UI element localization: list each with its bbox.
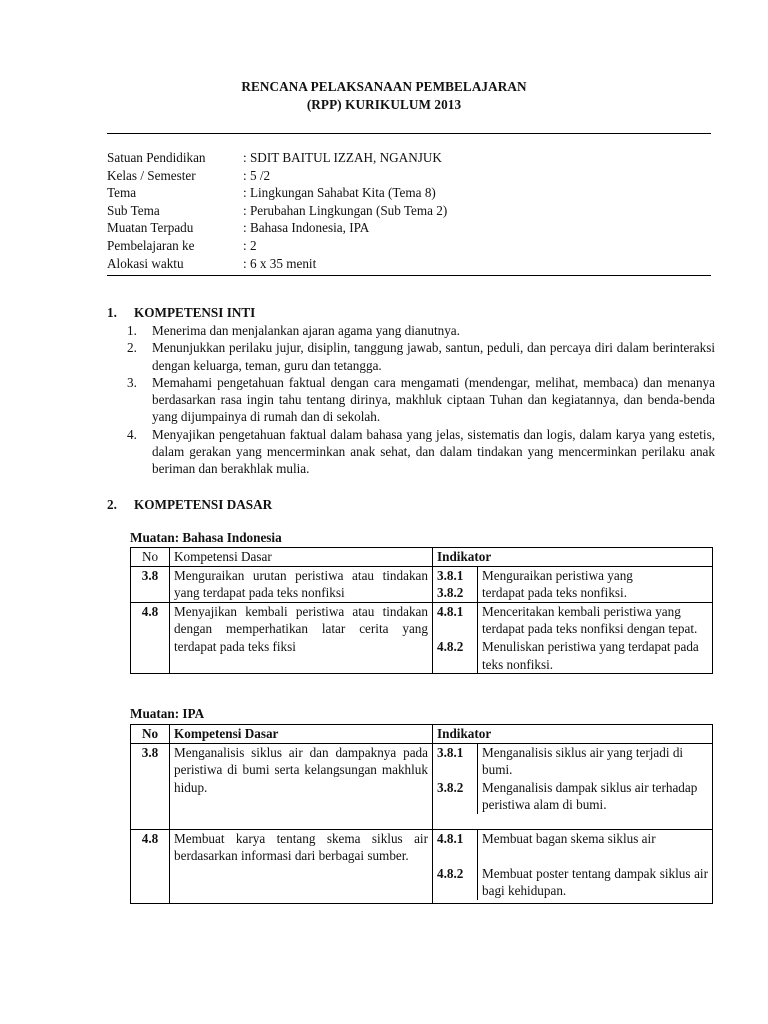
table-row [131,566,713,602]
list-item [127,426,715,478]
list-item-text: Menerima dan menjalankan ajaran agama yang dianutnya. [152,323,460,338]
indikator-text: Menguraikan peristiwa yang [482,567,633,583]
indikator-code: 3.8.1 [433,567,478,585]
list-item-text: Menunjukkan perilaku jujur, disiplin, tanggung jawab, santun, peduli, dan percaya diri dalam berinteraksi dengan keluarga, teman, guru dan tetangga. [152,340,715,373]
section-title: KOMPETENSI DASAR [134,497,273,512]
document-title-line1: RENCANA PELAKSANAAN PEMBELAJARAN [241,79,527,94]
list-item-number: 4. [127,426,137,442]
section-number: 2. [107,497,117,512]
row-kd: Menganalisis siklus air dan dampaknya pada peristiwa di bumi serta kelangsungan makhluk hidup. [170,743,433,829]
indikator-item [433,638,712,673]
list-item-number: 2. [127,340,137,356]
info-label: Pembelajaran ke [107,237,195,253]
indikator-code: 4.8.2 [433,865,478,900]
indikator-text: Membuat poster tentang dampak siklus air bagi kehidupan. [482,865,708,899]
indikator-text: Menuliskan peristiwa yang terdapat pada teks nonfiksi. [482,638,699,672]
info-row [107,237,447,255]
list-item-text: Memahami pengetahuan faktual dengan cara mengamati (mendengar, melihat, membaca) dan menanya berdasarkan rasa ingin tahu tentang dirinya, makhluk ciptaan Tuhan dan kegiatannya, dan benda-benda yang dijumpainya di rumah dan di sekolah. [152,374,715,425]
indikator-code: 3.8.2 [433,779,478,814]
indikator-text: Menceritakan kembali peristiwa yang terdapat pada teks nonfiksi dengan tepat. [482,603,698,637]
indikator-text: Menganalisis dampak siklus air terhadap peristiwa alam di bumi. [482,779,698,813]
list-item [127,374,715,426]
section-title: KOMPETENSI INTI [134,305,256,320]
info-label: Alokasi waktu [107,255,184,271]
list-item-number: 1. [127,323,137,338]
indikator-item [433,744,712,779]
table-row [131,602,713,673]
row-no: 3.8 [131,566,170,602]
col-header-no: No [131,548,170,567]
info-row [107,184,447,202]
section-heading-kompetensi-dasar [107,497,272,513]
info-divider [107,275,711,276]
list-item-text: Menyajikan pengetahuan faktual dalam bahasa yang jelas, sistematis dan logis, dalam karya yang estetis, dalam gerakan yang mencerminkan anak sehat, dan dalam tindakan yang mencerminkan perilaku anak beriman dan berakhlak mulia. [152,426,715,477]
info-value: : SDIT BAITUL IZZAH, NGANJUK [243,150,442,165]
info-label: Tema [107,185,137,201]
info-label: Satuan Pendidikan [107,150,206,165]
row-no: 4.8 [131,829,170,903]
indikator-code: 4.8.1 [433,603,478,638]
indikator-code: 4.8.2 [433,638,478,673]
indikator-text: Menganalisis siklus air yang terjadi di bumi. [482,744,684,778]
list-item-number: 3. [127,374,137,390]
table-header-row [131,548,713,567]
row-no: 3.8 [131,743,170,829]
row-kd: Menguraikan urutan peristiwa atau tindakan yang terdapat pada teks nonfiksi [170,566,433,602]
header-divider [107,133,711,134]
identity-block [107,149,447,272]
section-number: 1. [107,305,117,320]
indikator-item [433,830,712,865]
info-value: : Lingkungan Sahabat Kita (Tema 8) [243,185,436,201]
kompetensi-dasar-table-bahasa [130,547,713,674]
info-label: Muatan Terpadu [107,220,194,236]
col-header-kd: Kompetensi Dasar [170,725,433,744]
row-indikator [433,743,713,829]
info-row [107,149,447,167]
row-indikator [433,829,713,903]
info-value: : 6 x 35 menit [243,255,317,271]
indikator-code: 3.8.1 [433,744,478,779]
col-header-indikator: Indikator [433,548,713,567]
info-value: : Perubahan Lingkungan (Sub Tema 2) [243,202,448,218]
list-item [127,339,715,374]
row-kd: Membuat karya tentang skema siklus air berdasarkan informasi dari berbagai sumber. [170,829,433,903]
indikator-item [433,584,712,602]
indikator-code: 4.8.1 [433,830,478,865]
table-header-row [131,725,713,744]
row-indikator [433,566,713,602]
section-heading-kompetensi-inti [107,305,255,321]
table-caption-ipa: Muatan: IPA [130,706,205,721]
col-header-no: No [131,725,170,744]
indikator-text: terdapat pada teks nonfiksi. [482,585,628,601]
kompetensi-dasar-table-ipa [130,724,713,904]
indikator-code: 3.8.2 [433,584,478,602]
info-row [107,202,447,220]
col-header-indikator: Indikator [433,725,713,744]
col-header-kd: Kompetensi Dasar [170,548,433,567]
info-value: : 2 [243,237,257,253]
info-row [107,219,447,237]
indikator-item [433,865,712,900]
table-row [131,743,713,829]
indikator-item [433,779,712,814]
row-no: 4.8 [131,602,170,673]
info-label: Sub Tema [107,202,160,218]
info-row [107,167,447,185]
info-value: : 5 /2 [243,167,271,183]
info-label: Kelas / Semester [107,167,196,183]
indikator-item [433,567,712,585]
info-row [107,255,447,273]
list-item [127,322,715,339]
table-caption-bahasa-indonesia: Muatan: Bahasa Indonesia [130,530,282,545]
row-kd: Menyajikan kembali peristiwa atau tindakan dengan memperhatikan latar cerita yang terdapat pada teks fiksi [170,602,433,673]
row-indikator [433,602,713,673]
kompetensi-inti-list [127,322,715,478]
indikator-item [433,603,712,638]
info-value: : Bahasa Indonesia, IPA [243,220,370,236]
table-row [131,829,713,903]
indikator-text: Membuat bagan skema siklus air [482,830,656,846]
document-title-line2: (RPP) KURIKULUM 2013 [306,97,462,112]
